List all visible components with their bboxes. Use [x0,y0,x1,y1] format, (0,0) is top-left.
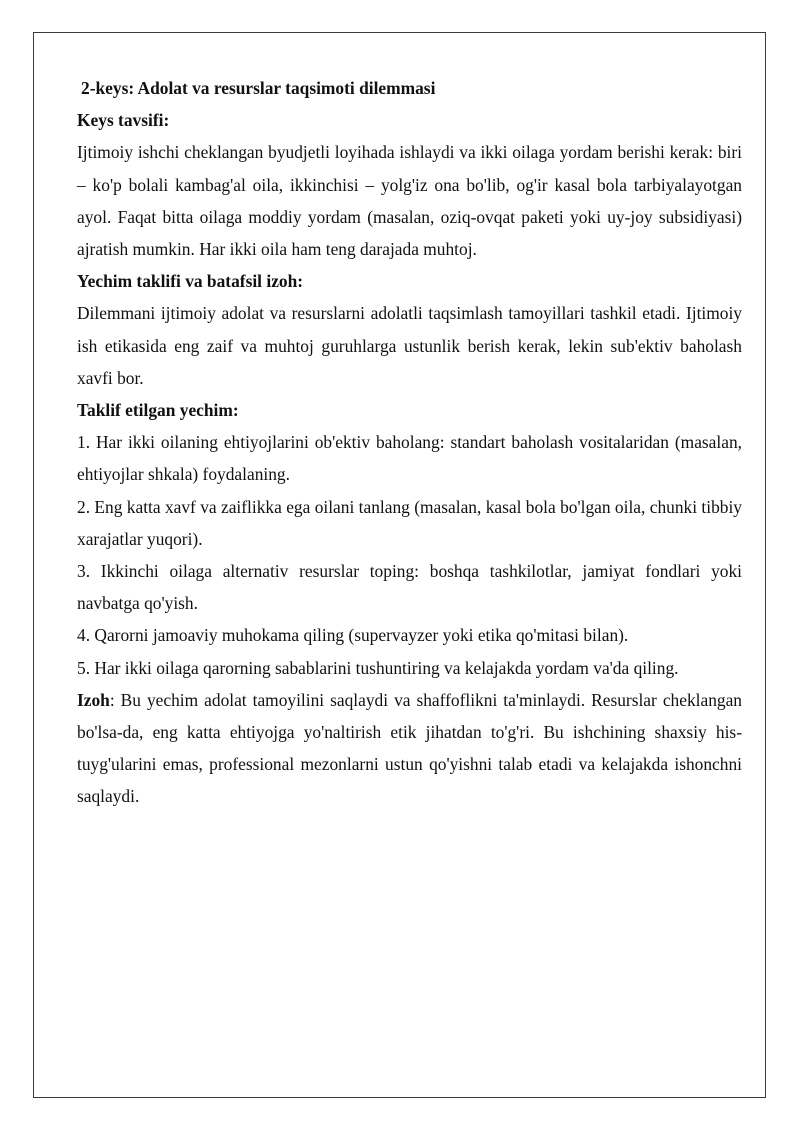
note-paragraph [77,684,742,813]
step-item: 3. Ikkinchi oilaga alternativ resurslar toping: boshqa tashkilotlar, jamiyat fondlari yoki navbatga qo'yish. [77,561,742,614]
step-item: 1. Har ikki oilaning ehtiyojlarini ob'ektiv baholang: standart baholash vositalaridan (masalan, ehtiyojlar shkala) foydalaning. [77,432,742,485]
proposed-heading: Taklif etilgan yechim: [77,400,239,421]
step-item: 2. Eng katta xavf va zaiflikka ega oilani tanlang (masalan, kasal bola bo'lgan oila, chunki tibbiy xarajatlar yuqori). [77,496,742,549]
solution-paragraph: Dilemmani ijtimoiy adolat va resurslarni adolatli taqsimlash tamoyillari tashkil etadi. Ijtimoiy ish etikasida eng zaif va muhtoj guruhlarga ustunlik berish kerak, lekin sub'ektiv baholash xavfi bor. [77,303,742,388]
document-body [77,72,742,813]
document-title: 2-keys: Adolat va resurslar taqsimoti dilemmasi [81,78,436,98]
note-text: : Bu yechim adolat tamoyilini saqlaydi va shaffoflikni ta'minlaydi. Resurslar cheklangan bo'lsa-da, eng katta ehtiyojga yo'naltirish etik jihatdan to'g'ri. Bu ishchining shaxsiy his-tuyg'ularini emas, professional mezonlarni ustun qo'yishni talab etadi va kelajakda ishonchni saqlaydi. [77,689,742,807]
solution-heading: Yechim taklifi va batafsil izoh: [77,271,304,292]
case-heading: Keys tavsifi: [77,110,170,131]
case-paragraph: Ijtimoiy ishchi cheklangan byudjetli loyihada ishlaydi va ikki oilaga yordam berishi kerak: biri – ko'p bolali kambag'al oila, ikkinchisi – yolg'iz ona bo'lib, og'ir kasal bola tarbiyalayotgan ayol. Faqat bitta oilaga moddiy yordam (masalan, oziq-ovqat paketi yoki uy-joy subsidiyasi) ajratish mumkin. Har ikki oila ham teng darajada muhtoj. [77,142,742,260]
step-item: 4. Qarorni jamoaviy muhokama qiling (supervayzer yoki etika qo'mitasi bilan). [77,625,629,646]
note-label: Izoh [77,689,110,710]
step-item: 5. Har ikki oilaga qarorning sabablarini tushuntiring va kelajakda yordam va'da qiling. [77,657,679,678]
